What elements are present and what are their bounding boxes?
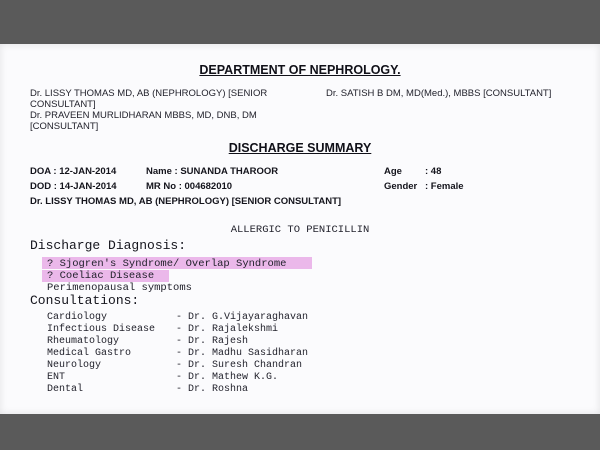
consult-doctor: - Dr. Rajalekshmi <box>176 324 279 335</box>
consult-dept: Neurology <box>47 360 102 371</box>
consult-dept: Dental <box>47 384 84 395</box>
gender-label: Gender <box>384 181 418 192</box>
consult-doctor: - Dr. Roshna <box>176 384 249 395</box>
doctor-line-3: Dr. PRAVEEN MURLIDHARAN MBBS, MD, DNB, DM <box>30 110 257 121</box>
consult-dept: ENT <box>47 372 66 383</box>
gender-value: : Female <box>425 181 464 192</box>
consult-doctor: - Dr. Madhu Sasidharan <box>176 348 309 359</box>
diagnosis-heading: Discharge Diagnosis: <box>30 238 187 253</box>
consult-doctor: - Dr. G.Vijayaraghavan <box>176 312 309 323</box>
consult-dept: Rheumatology <box>47 336 120 347</box>
consult-dept: Medical Gastro <box>47 348 132 359</box>
discharge-summary-document <box>0 44 600 414</box>
consultations-heading: Consultations: <box>30 293 140 308</box>
consult-dept: Cardiology <box>47 312 108 323</box>
doctor-line-2: CONSULTANT] <box>30 99 96 110</box>
consult-doctor: - Dr. Mathew K.G. <box>176 372 279 383</box>
diagnosis-item: Perimenopausal symptoms <box>47 282 192 294</box>
age-label: Age <box>384 166 402 177</box>
doa-field: DOA : 12-JAN-2014 <box>30 166 117 177</box>
doctor-line-4: [CONSULTANT] <box>30 121 99 132</box>
doctor-line-1: Dr. LISSY THOMAS MD, AB (NEPHROLOGY) [SENIOR <box>30 88 268 99</box>
consultant-line: Dr. LISSY THOMAS MD, AB (NEPHROLOGY) [SENIOR CONSULTANT] <box>30 196 342 207</box>
diagnosis-item: ? Sjogren's Syndrome/ Overlap Syndrome <box>47 258 287 270</box>
mr-number-field: MR No : 004682010 <box>146 181 233 192</box>
allergy-notice: ALLERGIC TO PENICILLIN <box>230 224 370 236</box>
patient-name-field: Name : SUNANDA THAROOR <box>146 166 279 177</box>
doctor-line-1-right: Dr. SATISH B DM, MD(Med.), MBBS [CONSULTANT] <box>326 88 552 99</box>
consult-doctor: - Dr. Suresh Chandran <box>176 360 303 371</box>
dod-field: DOD : 14-JAN-2014 <box>30 181 117 192</box>
department-title: DEPARTMENT OF NEPHROLOGY. <box>199 63 401 77</box>
age-value: : 48 <box>425 166 442 177</box>
consult-doctor: - Dr. Rajesh <box>176 336 249 347</box>
summary-title: DISCHARGE SUMMARY <box>228 141 372 155</box>
diagnosis-item: ? Coeliac Disease <box>47 270 155 282</box>
consult-dept: Infectious Disease <box>47 324 156 335</box>
